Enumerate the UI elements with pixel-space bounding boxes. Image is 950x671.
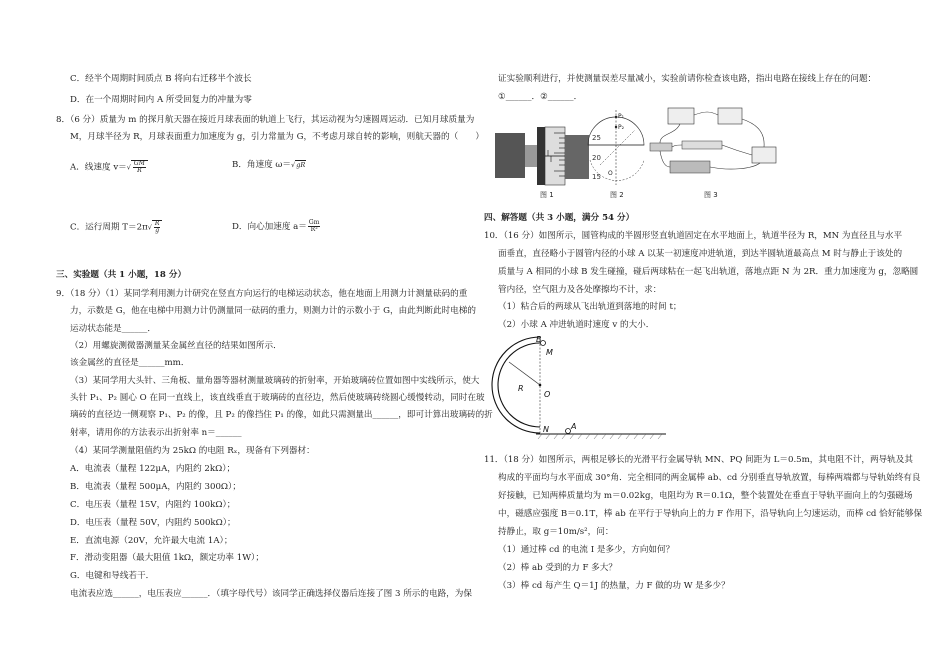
micrometer-anvil — [495, 133, 525, 178]
resistor-rx — [682, 141, 722, 149]
micrometer-figure — [495, 127, 601, 199]
q9-line4: （2）用螺旋测微器测量某金属丝直径的结果如图所示． — [70, 341, 282, 351]
q9-item-a: A．电流表（量程 122μA，内阻约 2kΩ）； — [70, 464, 236, 474]
q11-line4: 中，磁感应强度 B＝0.1T，棒 ab 在平行于导轨向上的力 F 作用下，沿导轨向上匀速运动，而棒 cd 恰好能够保 — [498, 509, 923, 519]
q8-option-a-label: A．线速度 v＝ — [70, 162, 127, 173]
q8-option-a — [70, 160, 148, 174]
q8-a-den: R — [137, 167, 142, 174]
q11-sub1: （1）通过棒 cd 的电流 I 是多少，方向如何？ — [498, 545, 675, 555]
q11-sub2: （2）棒 ab 受到的力 F 多大？ — [498, 563, 617, 573]
q9-line8: 璃砖的直径边一侧观察 P₁、P₂ 的像，且 P₂ 的像挡住 P₁ 的像，如此只需测量出______，即可计算出玻璃砖的折 — [70, 410, 493, 420]
q9-item-d: D．电压表（量程 50V，内阻约 500kΩ）； — [70, 518, 236, 528]
q9-line11: 电流表应选______，电压表应______．（填字母代号）该同学正确选择仪器后连接了图 3 所示的电路，为保 — [70, 589, 472, 599]
label-r: R — [518, 384, 524, 393]
q11-line1: 11．（18 分）如图所示，两根足够长的光滑平行金属导轨 MN、PQ 间距为 L＝0.5m，其电阻不计，两导轨及其 — [484, 455, 913, 465]
q10-line3: 质量与 A 相同的小球 B 发生碰撞，碰后两球粘在一起飞出轨道，落地点距 N 为 2R．重力加速度为 g，忽略圆 — [498, 267, 919, 277]
label-a: A — [571, 422, 577, 431]
switch — [650, 143, 672, 151]
q10-sub2: （2）小球 A 冲进轨道时速度 v 的大小． — [498, 320, 655, 330]
section3-heading: 三、实验题（共 1 小题，18 分） — [56, 270, 187, 280]
q9-line9: 射率，请用你的方法表示出折射率 n＝______ — [70, 428, 242, 438]
center-o — [539, 384, 542, 387]
q8-stem-line1: 8．（6 分）质量为 m 的探月航天器在接近月球表面的轨道上飞行，其运动视为匀速圆周运动．已知月球质量为 — [56, 115, 475, 125]
q10-track-figure — [486, 333, 671, 445]
sqrt-sign: √ $\frac{R}{g}$ — [148, 220, 163, 234]
label-b: B — [536, 335, 542, 344]
q9-cont-line1: 证实验顺利进行，并使测量误差尽量减小，实验前请你检查该电路，指出电路在接线上存在的问题： — [498, 74, 877, 84]
q9-line3: 运动状态能是______． — [70, 324, 156, 334]
q9-item-c: C．电压表（量程 15V，内阻约 100kΩ）； — [70, 500, 236, 510]
circuit-figure — [650, 108, 776, 199]
label-m: M — [546, 348, 553, 357]
q10-line4: 管内径，空气阻力及各处摩擦均不计，求： — [498, 285, 662, 295]
q10-line2: 面垂直，直径略小于圆管内径的小球 A 以某一初速度冲进轨道，到达半圆轨道最高点 M 时与静止于该处的 — [498, 249, 903, 259]
q8-stem-line2: M，月球半径为 R，月球表面重力加速度为 g，引力常量为 G，不考虑月球自转的影响，则航天器的（ ） — [70, 132, 484, 142]
sqrt-sign: √gR — [291, 161, 306, 169]
q9-line6: （3）某同学用大头针、三角板、量角器等器材测量玻璃砖的折射率，开始玻璃砖位置如图中实线所示，使大 — [70, 376, 480, 386]
micrometer-spindle — [525, 145, 537, 167]
label-o: O — [544, 390, 551, 399]
q9-item-g: G．电键和导线若干． — [70, 571, 155, 581]
q7-option-d: D．在一个周期时间内 A 所受回复力的冲量为零 — [70, 95, 252, 105]
q8-a-num: GM — [133, 160, 145, 167]
micrometer-ratchet — [565, 135, 589, 179]
label-p1: P₁ — [618, 113, 625, 120]
tick-20: 20 — [592, 154, 601, 162]
q9-line7: 头针 P₁、P₂ 圆心 O 在同一直线上，该直线垂直于玻璃砖的直径边，然后使玻璃砖绕圆心缓慢转动，同时在玻 — [70, 393, 485, 403]
tick-15: 15 — [592, 173, 601, 181]
q11-line3: 好接触，已知两棒质量均为 m＝0.02kg，电阻均为 R＝0.1Ω，整个装置处在垂直于导轨平面向上的匀强磁场 — [498, 491, 913, 501]
q8-d-num: Gm — [308, 219, 320, 226]
q8-option-b-label: B．角速度 ω＝ — [232, 160, 292, 171]
tick-25: 25 — [592, 134, 601, 142]
sqrt-sign: √ $\frac{GM}{R}$ — [127, 160, 148, 174]
track-outer — [492, 337, 540, 433]
label-o: O — [608, 170, 613, 177]
q9-line5: 该金属丝的直径是______mm． — [70, 358, 190, 368]
q11-line2: 构成的平面均与水平面成 30°角．完全相同的两金属棒 ab、cd 分别垂直导轨放置，每棒两端都与导轨始终有良 — [498, 473, 921, 483]
voltmeter — [752, 147, 776, 163]
q8-option-d-label: D．向心加速度 a＝ — [232, 222, 307, 232]
q9-line1: 9．（18 分）（1）某同学利用测力计研究在竖直方向运行的电梯运动状态，他在地面上用测力计测量砝码的重 — [56, 289, 468, 299]
q9-figures — [490, 105, 790, 205]
fig3-caption: 图 3 — [704, 191, 718, 199]
q8-c-den: g — [155, 227, 160, 234]
q11-sub3: （3）棒 cd 每产生 Q＝1J 的热量，力 F 做的功 W 是多少？ — [498, 581, 730, 591]
q8-option-d — [232, 220, 321, 233]
q11-line5: 持静止，取 g＝10m/s²，问： — [498, 527, 614, 537]
section4-heading: 四、解答题（共 3 小题，满分 54 分） — [484, 213, 635, 223]
q8-b-val: gR — [296, 161, 306, 169]
ground-hatch — [538, 434, 662, 439]
radius-line — [509, 362, 540, 385]
q8-option-c-label: C．运行周期 T＝2π — [70, 222, 148, 233]
ball-a — [566, 429, 571, 434]
q8-c-num: R — [154, 220, 160, 227]
q8-option-c — [70, 220, 162, 234]
fig2-caption: 图 2 — [610, 191, 624, 199]
q9-item-e: E．直流电源（20V，允许最大电流 1A）； — [70, 536, 233, 546]
q7-option-c: C．经半个周期时间质点 B 将向右迁移半个波长 — [70, 74, 252, 84]
ammeter — [718, 108, 742, 124]
fig1-caption: 图 1 — [540, 191, 554, 199]
rheostat — [670, 161, 710, 173]
pin-p2 — [615, 126, 617, 128]
q8-d-den: R² — [310, 226, 318, 233]
power-supply — [668, 108, 694, 124]
pin-p1 — [615, 116, 617, 118]
q9-line10: （4）某同学测量阻值约为 25kΩ 的电阻 Rₓ，现备有下列器材： — [70, 446, 315, 456]
micrometer-sleeve-left — [537, 127, 545, 185]
q9-item-f: F．滑动变阻器（最大阻值 1kΩ，额定功率 1W）； — [70, 553, 264, 563]
q9-item-b: B．电流表（量程 500μA，内阻约 300Ω）； — [70, 482, 241, 492]
q10-sub1: （1）粘合后的两球从飞出轨道到落地的时间 t； — [498, 302, 682, 312]
label-n: N — [543, 425, 549, 434]
q10-line1: 10．（16 分）如图所示，圆管构成的半圆形竖直轨道固定在水平地面上，轨道半径为 R，MN 为直径且与水平 — [484, 231, 903, 241]
q9-line2: 力，示数是 G，他在电梯中用测力计仍测量同一砝码的重力，则测力计的示数小于 G，由此判断此时电梯的 — [70, 306, 476, 316]
q9-cont-line2: ①______．②______． — [498, 92, 583, 102]
q8-option-b — [232, 160, 306, 171]
label-p2: P₂ — [618, 124, 625, 131]
